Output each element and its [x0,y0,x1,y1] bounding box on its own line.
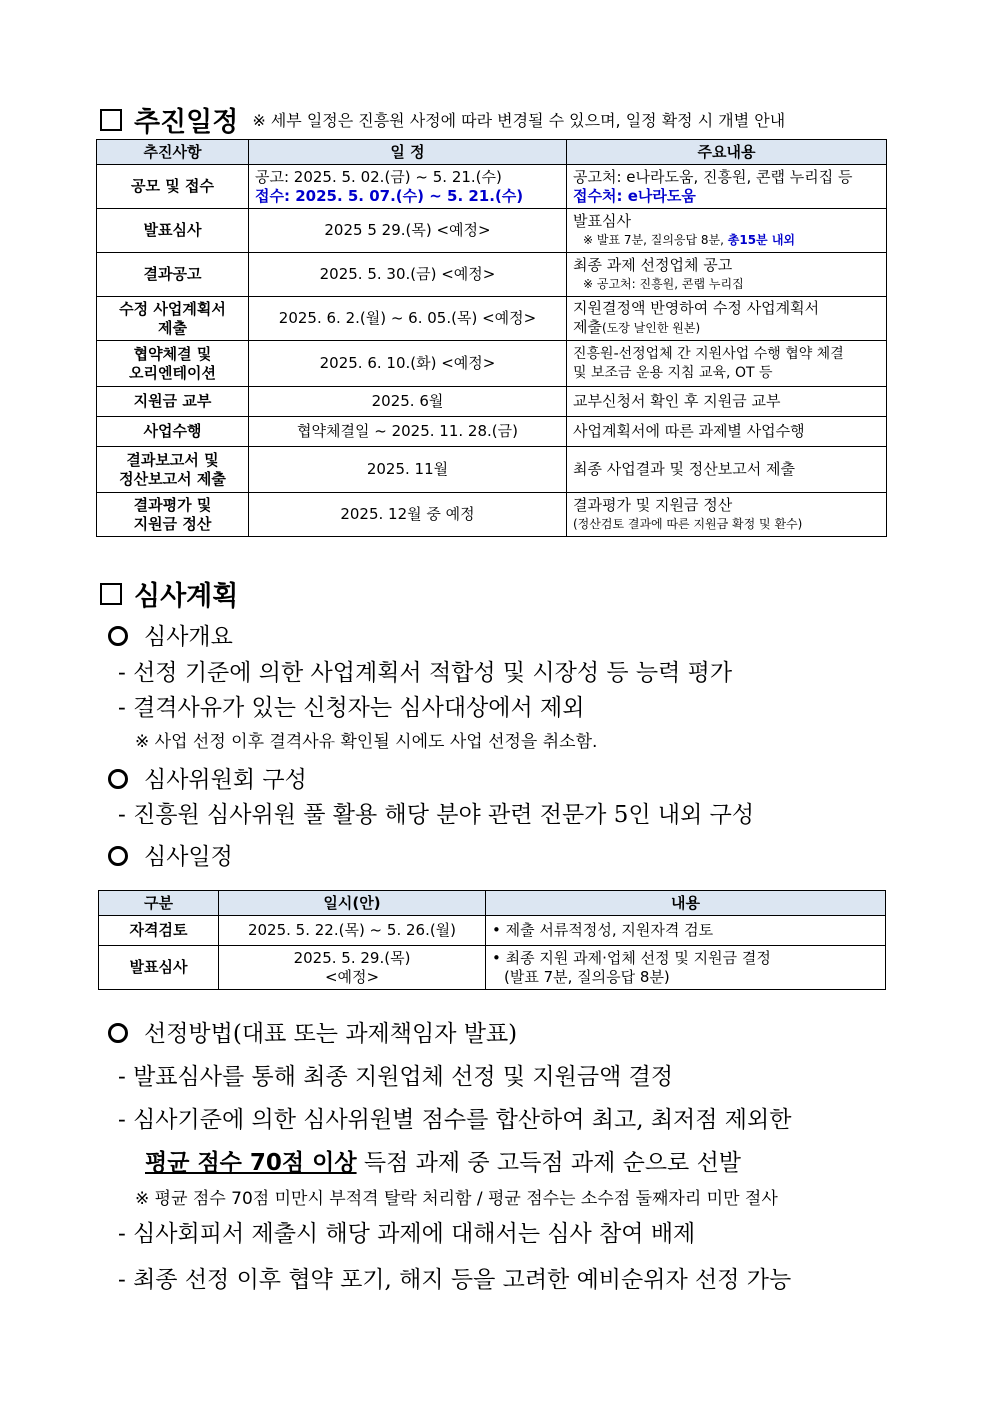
highlight-score: 평균 점수 70점 이상 [145,1150,357,1176]
row-content: 교부신청서 확인 후 지원금 교부 [567,387,887,417]
method-item-continued [145,1144,741,1177]
row-date: <예정> [324,967,380,986]
table-row [99,946,886,990]
row-content: 제출 [573,318,602,336]
row-content: 지원결정액 반영하여 수정 사업계획서 [573,299,820,317]
row-item: 정산보고서 제출 [119,469,226,488]
row-item: 결과평가 및 [133,495,212,514]
row-item: 발표심사 [97,209,249,253]
review-schedule-heading [108,838,233,871]
row-date: 2025. 12월 중 예정 [249,493,567,537]
row-note-highlight: 총15분 내외 [727,232,796,247]
row-content: 발표심사 [573,211,631,230]
section-title-text: 추진일정 [134,107,239,138]
table-header: 일시(안) [219,891,486,916]
row-content-highlight: 접수처: e나라도움 [573,186,696,205]
checkbox-square-icon [100,583,122,605]
method-note: ※ 평균 점수 70점 미만시 부적격 탈락 처리함 / 평균 점수는 소수점 둘째자리 미만 절사 [135,1189,778,1209]
overview-note: ※ 사업 선정 이후 결격사유 확인될 시에도 사업 선정을 취소함. [135,732,598,752]
row-content: 결과평가 및 지원금 정산 [573,495,733,514]
row-date: 2025. 6. 2.(월) ~ 6. 05.(목) <예정> [249,297,567,341]
row-content: 진흥원-선정업체 간 지원사업 수행 협약 체결 [573,345,844,362]
row-item: 결과공고 [97,253,249,297]
row-content: 최종 사업결과 및 정산보고서 제출 [567,447,887,493]
method-item: - 최종 선정 이후 협약 포기, 해지 등을 고려한 예비순위자 선정 가능 [118,1267,792,1293]
row-content: 공고처: e나라도움, 진흥원, 콘랩 누리집 등 [573,167,853,186]
row-item: 제출 [158,318,187,337]
committee-title: 심사위원회 구성 [144,767,307,793]
table-header: 구분 [99,891,219,916]
table-row [97,341,887,387]
table-header: 주요내용 [567,140,887,165]
table-row [97,387,887,417]
row-date: 공고: 2025. 5. 02.(금) ~ 5. 21.(수) [255,167,502,186]
row-content: • 제출 서류적정성, 지원자격 검토 [486,916,886,946]
review-section-title [100,574,238,613]
row-item: 협약체결 및 [133,344,212,363]
row-item: 결과보고서 및 [126,450,219,469]
overview-title: 심사개요 [144,624,233,650]
row-note: ※ 발표 7분, 질의응답 8분, [583,232,728,247]
circle-bullet-icon [108,1023,128,1043]
row-date: 2025. 5. 30.(금) <예정> [249,253,567,297]
method-heading [108,1015,517,1048]
row-date-highlight: 접수: 2025. 5. 07.(수) ~ 5. 21.(수) [255,186,524,205]
committee-item: - 진흥원 심사위원 풀 활용 해당 분야 관련 전문가 5인 내외 구성 [118,802,755,828]
committee-heading [108,761,307,794]
method-item: - 심사회피서 제출시 해당 과제에 대해서는 심사 참여 배제 [118,1221,696,1247]
overview-item: - 선정 기준에 의한 사업계획서 적합성 및 시장성 등 능력 평가 [118,660,733,686]
table-row [97,297,887,341]
table-header: 내용 [486,891,886,916]
row-content: 최종 과제 선정업체 공고 [573,255,733,274]
row-content: 및 보조금 운용 지침 교육, OT 등 [573,364,773,381]
table-row [97,165,887,209]
row-content: • 최종 지원 과제·업체 선정 및 지원금 결정 [492,948,771,967]
table-row [97,493,887,537]
row-item: 지원금 정산 [133,514,212,533]
table-header: 추진사항 [97,140,249,165]
row-date: 2025. 5. 22.(목) ~ 5. 26.(월) [219,916,486,946]
row-content: 사업계획서에 따른 과제별 사업수행 [567,417,887,447]
schedule-note: ※ 세부 일정은 진흥원 사정에 따라 변경될 수 있으며, 일정 확정 시 개별 안내 [252,111,786,130]
method-title: 선정방법(대표 또는 과제책임자 발표) [144,1021,518,1047]
circle-bullet-icon [108,626,128,646]
row-date: 2025. 5. 29.(목) [293,948,411,967]
table-row [99,916,886,946]
overview-heading [108,618,233,651]
schedule-table [96,139,887,537]
method-item: - 발표심사를 통해 최종 지원업체 선정 및 지원금액 결정 [118,1064,674,1090]
table-header: 일 정 [249,140,567,165]
row-item: 공모 및 접수 [97,165,249,209]
row-content: (발표 7분, 질의응답 8분) [504,967,670,986]
table-row [97,417,887,447]
row-item: 사업수행 [97,417,249,447]
circle-bullet-icon [108,769,128,789]
circle-bullet-icon [108,846,128,866]
method-item: - 심사기준에 의한 심사위원별 점수를 합산하여 최고, 최저점 제외한 [118,1107,792,1133]
row-note: (도장 날인한 원본) [601,321,701,335]
row-item: 오리엔테이션 [129,363,216,382]
table-row [97,253,887,297]
row-date: 2025. 11월 [249,447,567,493]
row-note: (정산검토 결과에 따른 지원금 확정 및 환수) [573,516,803,531]
method-item-rest: 득점 과제 중 고득점 과제 순으로 선발 [356,1150,742,1176]
table-row [97,447,887,493]
row-type: 발표심사 [99,946,219,990]
row-date: 2025. 6월 [249,387,567,417]
schedule-section-title [100,100,785,139]
row-date: 2025 5 29.(목) <예정> [249,209,567,253]
overview-item: - 결격사유가 있는 신청자는 심사대상에서 제외 [118,695,585,721]
review-schedule-table [98,890,886,990]
review-schedule-title: 심사일정 [144,844,233,870]
table-row [97,209,887,253]
row-item: 수정 사업계획서 [119,299,226,318]
row-date: 협약체결일 ~ 2025. 11. 28.(금) [249,417,567,447]
row-date: 2025. 6. 10.(화) <예정> [249,341,567,387]
row-type: 자격검토 [99,916,219,946]
checkbox-square-icon [100,109,122,131]
section-title-text: 심사계획 [134,581,239,612]
row-note: ※ 공고처: 진흥원, 콘랩 누리집 [583,276,744,291]
row-item: 지원금 교부 [97,387,249,417]
